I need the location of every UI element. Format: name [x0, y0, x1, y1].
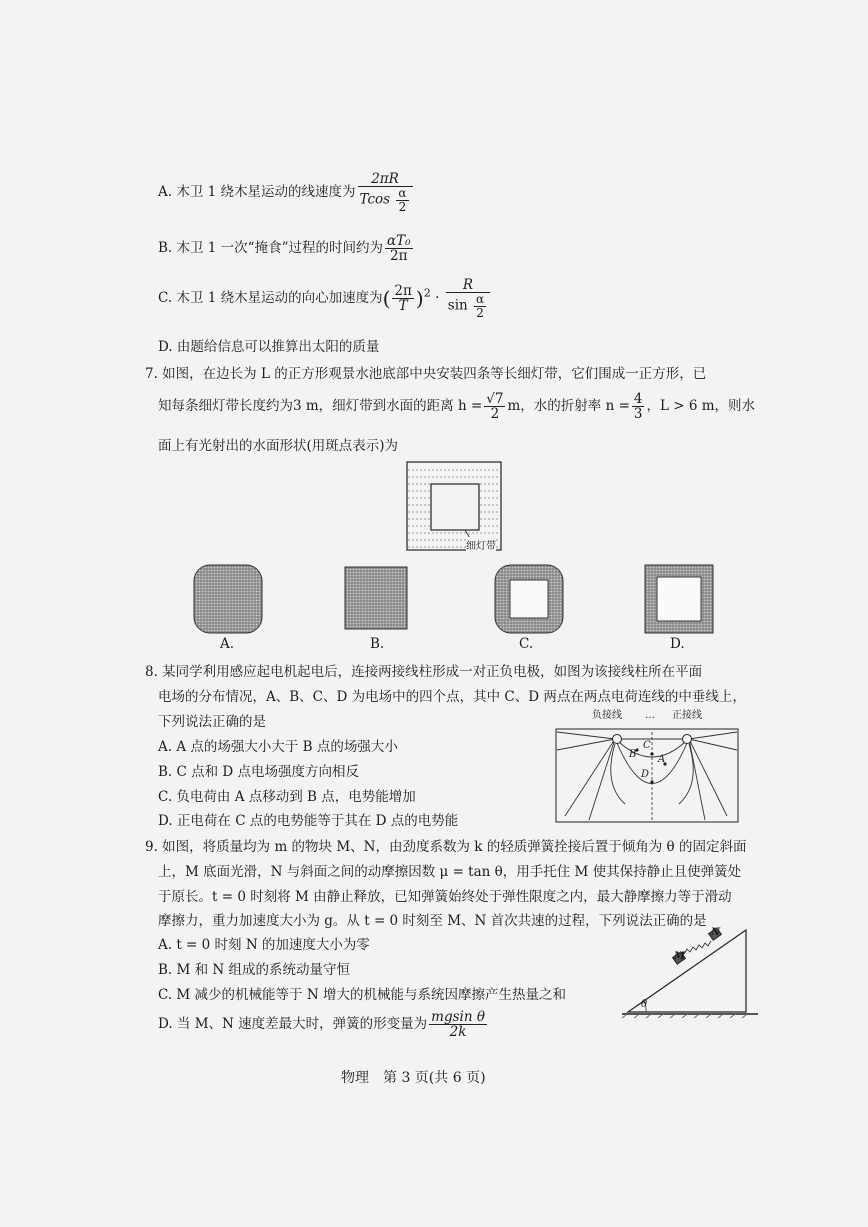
- q7-stem-line2: 知每条细灯带长度约为3 m，细灯带到水面的距离 h = $\frac{√7}{2}$ m，水的折射率 n = $\frac{4}{3}$ ，L > 6 m，则水: [158, 391, 756, 423]
- choice-b-figure: [343, 565, 409, 631]
- q8-stem-line2: 电场的分布情况，A、B、C、D 为电场中的四个点，其中 C、D 两点在两点电荷连线的中垂线上，: [158, 689, 746, 705]
- q9-option-d: D. 当 M、N 速度差最大时，弹簧的形变量为 $\frac{\text{mgsin θ}}{2k}$: [158, 1009, 485, 1041]
- dots-label: …: [645, 710, 655, 721]
- choice-c-figure: [493, 563, 565, 635]
- q9-stem-line4: 摩擦力，重力加速度大小为 g。从 t = 0 时刻至 M、N 首次共速的过程，下列说法正确的是: [158, 913, 707, 929]
- q8-option-b: B. C 点和 D 点电场强度方向相反: [158, 764, 360, 780]
- positive-terminal-label: 正接线: [672, 710, 702, 721]
- q8-stem-line3: 下列说法正确的是: [158, 714, 266, 730]
- choice-d-figure: [643, 563, 715, 635]
- point-c-label: C: [643, 740, 651, 751]
- q9-option-c: C. M 减少的机械能等于 N 增大的机械能与系统因摩擦产生热量之和: [158, 987, 566, 1003]
- q6-option-d: D. 由题给信息可以推算出太阳的质量: [158, 339, 380, 355]
- q7-stem-line1: 7. 如图，在边长为 L 的正方形观景水池底部中央安装四条等长细灯带，它们围成一正方形，已: [145, 366, 707, 382]
- pool-diagram: [405, 460, 515, 555]
- q9-stem-line2: 上，M 底面光滑，N 与斜面之间的动摩擦因数 μ = tan θ，用手托住 M 使其保持静止且使弹簧处: [158, 864, 742, 880]
- light-strip-label: 细灯带: [466, 537, 496, 552]
- q6-option-b: B. 木卫 1 一次“掩食”过程的时间约为 $\frac{\text{αT₀}}{2\pi}$: [158, 233, 411, 265]
- q8-option-c: C. 负电荷由 A 点移动到 B 点，电势能增加: [158, 789, 416, 805]
- choice-b-label: B.: [370, 636, 385, 652]
- q8-stem-line1: 8. 某同学利用感应起电机起电后，连接两接线柱形成一对正负电极，如图为该接线柱所在平面: [145, 664, 703, 680]
- choice-d-label: D.: [670, 636, 685, 652]
- point-a-label: A: [658, 754, 666, 765]
- page-footer: 物理 第 3 页(共 6 页): [341, 1070, 486, 1086]
- q8-option-d: D. 正电荷在 C 点的电势能等于其在 D 点的电势能: [158, 813, 459, 829]
- q8-option-a: A. A 点的场强大小大于 B 点的场强大小: [158, 739, 398, 755]
- q9-option-b: B. M 和 N 组成的系统动量守恒: [158, 962, 351, 978]
- incline-diagram: [618, 922, 760, 1018]
- point-b-label: B: [629, 749, 637, 760]
- angle-theta-label: θ: [641, 999, 648, 1010]
- q7-stem-line3: 面上有光射出的水面形状(用斑点表示)为: [158, 438, 399, 454]
- q9-option-a: A. t = 0 时刻 N 的加速度大小为零: [158, 937, 370, 953]
- q6-option-a: A. 木卫 1 绕木星运动的线速度为 2πR Tcos $\frac{\alpha}{2}$: [158, 172, 415, 213]
- choice-a-figure: [192, 563, 264, 635]
- negative-terminal-label: 负接线: [592, 710, 622, 721]
- choice-c-label: C.: [519, 636, 534, 652]
- q9-stem-line1: 9. 如图，将质量均为 m 的物块 M、N，由劲度系数为 k 的轻质弹簧拴接后置于倾角为 θ 的固定斜面: [145, 839, 747, 855]
- choice-a-label: A.: [220, 636, 235, 652]
- point-d-label: D: [641, 769, 650, 780]
- q6-option-c: C. 木卫 1 绕木星运动的向心加速度为( $\frac{2\pi}{T}$ )$^2$ · R sin $\frac{\alpha}{2}$: [158, 278, 492, 319]
- block-m-label: M: [674, 951, 686, 962]
- block-n-label: N: [711, 927, 721, 938]
- q9-stem-line3: 于原长。t = 0 时刻将 M 由静止释放，已知弹簧始终处于弹性限度之内，最大静摩擦力等于滑动: [158, 889, 732, 905]
